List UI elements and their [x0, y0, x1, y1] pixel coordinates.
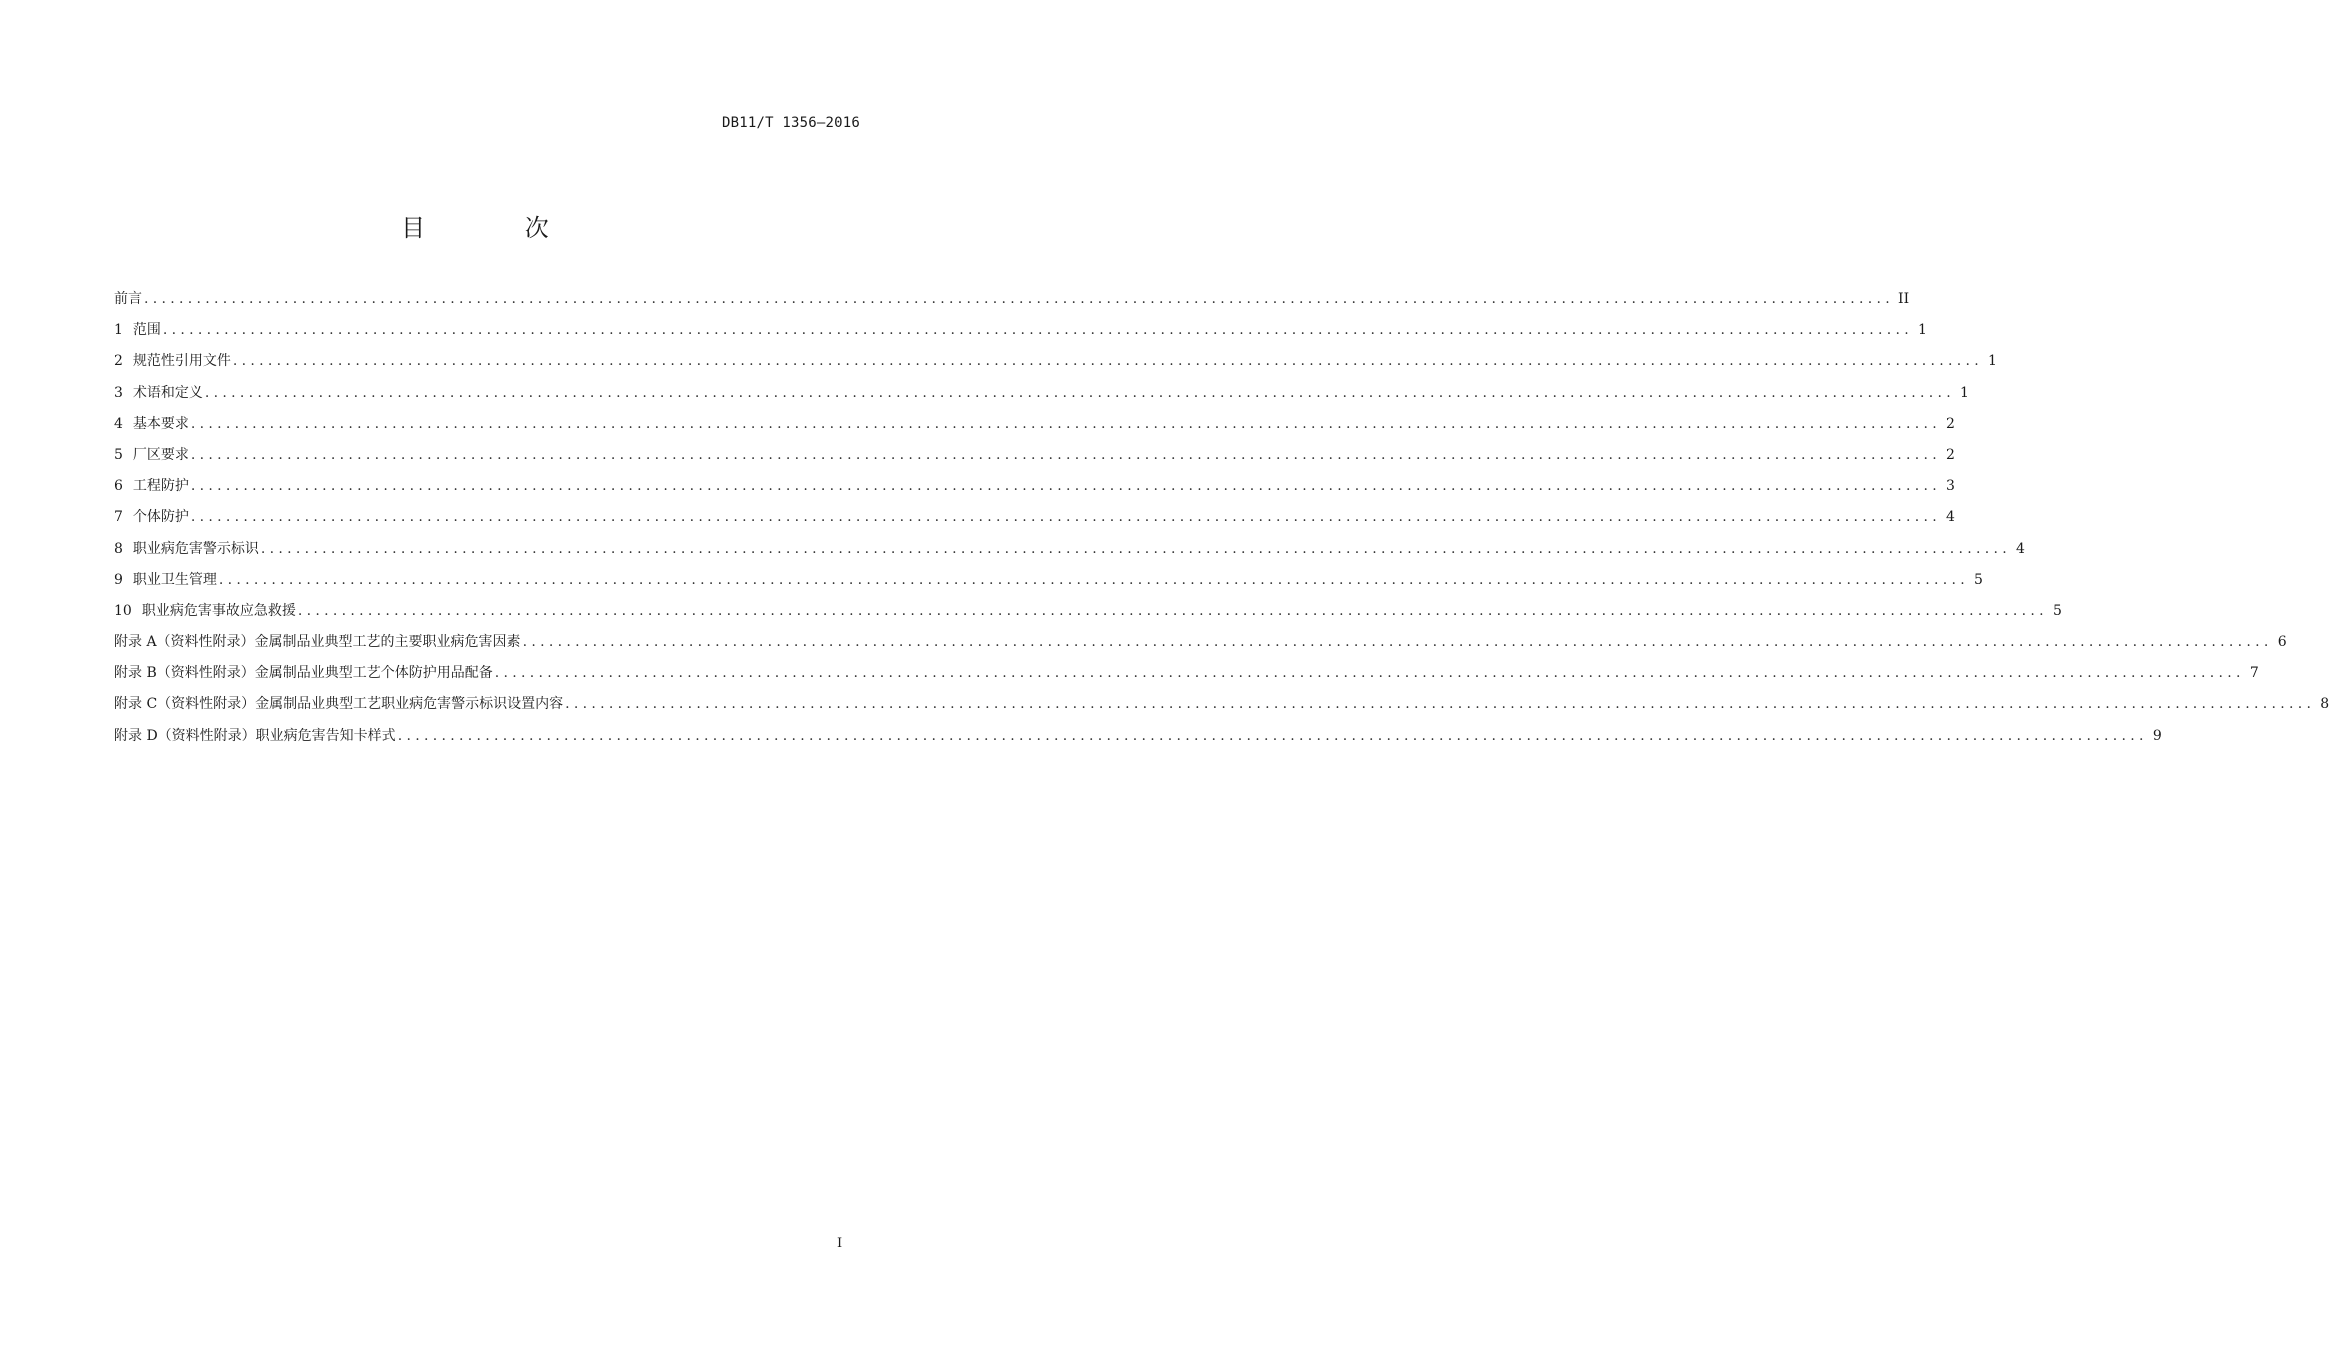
- toc-dot-leader: ........................................................................................................................................................................................................: [232, 353, 1983, 370]
- toc-entry-label: 范围: [132, 322, 161, 339]
- toc-entry-label: 附录 B（资料性附录）金属制品业典型工艺个体防护用品配备: [114, 665, 493, 682]
- toc-entry-page: 7: [2249, 665, 2259, 682]
- toc-entry-label: 规范性引用文件: [132, 353, 231, 370]
- toc-dot-leader: ........................................................................................................................................................................................................: [162, 322, 1913, 339]
- toc-entry-page: 1: [1918, 322, 1927, 339]
- toc-entry-number: 1: [114, 322, 123, 339]
- toc-dot-leader: ........................................................................................................................................................................................................: [190, 509, 1941, 526]
- toc-entry-7[interactable]: [114, 502, 1955, 533]
- toc-entry-page: 9: [2152, 727, 2162, 744]
- toc-entry-number: 2: [114, 353, 123, 370]
- toc-dot-leader: ........................................................................................................................................................................................................: [260, 540, 2011, 557]
- toc-entry-number: 3: [114, 384, 123, 401]
- toc-entry-number: 10: [114, 602, 132, 619]
- toc-entry-9[interactable]: [114, 565, 1983, 596]
- toc-dot-leader: ........................................................................................................................................................................................................: [190, 446, 1941, 463]
- toc-entry-page: 2: [1946, 415, 1955, 432]
- page-number: I: [837, 1236, 843, 1251]
- toc-entry-appendix-c[interactable]: [114, 689, 2329, 720]
- toc-entry-label: 厂区要求: [132, 446, 189, 463]
- toc-entry-page: 1: [1988, 353, 1997, 370]
- toc-entry-6[interactable]: [114, 471, 1955, 502]
- toc-dot-leader: ........................................................................................................................................................................................................: [190, 478, 1941, 495]
- toc-entry-page: 4: [2016, 540, 2025, 557]
- toc-entry-number: 8: [114, 540, 123, 557]
- toc-entry-page: 3: [1946, 478, 1955, 495]
- toc-entry-label: 职业病危害事故应急救援: [141, 602, 296, 619]
- toc-entry-label: 前言: [114, 291, 142, 307]
- toc-entry-5[interactable]: [114, 440, 1955, 471]
- toc-entry-appendix-d[interactable]: [114, 721, 2162, 752]
- toc-entry-page: 1: [1960, 384, 1969, 401]
- toc-dot-leader: ........................................................................................................................................................................................................: [144, 291, 1895, 307]
- toc-entry-number: 5: [114, 446, 123, 463]
- toc-entry-page: 5: [2052, 602, 2062, 619]
- toc-dot-leader: ........................................................................................................................................................................................................: [190, 415, 1941, 432]
- toc-entry-label: 基本要求: [132, 415, 189, 432]
- toc-dot-leader: ........................................................................................................................................................................................................: [494, 665, 2245, 682]
- toc-entry-appendix-b[interactable]: [114, 658, 2259, 689]
- toc-entry-8[interactable]: [114, 534, 2025, 565]
- table-of-contents: [114, 284, 2329, 752]
- toc-entry-number: 6: [114, 478, 123, 495]
- toc-entry-label: 个体防护: [132, 509, 189, 526]
- toc-entry-label: 附录 D（资料性附录）职业病危害告知卡样式: [114, 727, 396, 744]
- toc-entry-4[interactable]: [114, 409, 1955, 440]
- toc-dot-leader: ........................................................................................................................................................................................................: [522, 634, 2273, 651]
- toc-entry-page: 2: [1946, 446, 1955, 463]
- toc-dot-leader: ........................................................................................................................................................................................................: [565, 696, 2316, 713]
- toc-dot-leader: ........................................................................................................................................................................................................: [218, 571, 1969, 588]
- toc-dot-leader: ........................................................................................................................................................................................................: [397, 727, 2148, 744]
- toc-entry-number: 4: [114, 415, 123, 432]
- toc-dot-leader: ........................................................................................................................................................................................................: [204, 384, 1955, 401]
- toc-title: 目 次: [401, 214, 595, 242]
- toc-entry-1[interactable]: [114, 315, 1927, 346]
- toc-entry-page: 8: [2320, 696, 2329, 713]
- toc-entry-page: 4: [1946, 509, 1955, 526]
- toc-entry-label: 附录 A（资料性附录）金属制品业典型工艺的主要职业病危害因素: [114, 634, 521, 651]
- toc-entry-10[interactable]: [114, 596, 2062, 627]
- toc-entry-foreword[interactable]: [114, 284, 1910, 315]
- toc-entry-label: 职业卫生管理: [132, 571, 217, 588]
- toc-dot-leader: ........................................................................................................................................................................................................: [297, 602, 2048, 619]
- toc-entry-page: II: [1898, 291, 1910, 307]
- toc-entry-label: 工程防护: [132, 478, 189, 495]
- toc-entry-page: 6: [2277, 634, 2287, 651]
- toc-entry-label: 职业病危害警示标识: [132, 540, 259, 557]
- toc-entry-3[interactable]: [114, 378, 1969, 409]
- toc-entry-2[interactable]: [114, 346, 1997, 377]
- toc-entry-page: 5: [1974, 571, 1983, 588]
- toc-entry-number: 7: [114, 509, 123, 526]
- toc-entry-label: 术语和定义: [132, 384, 203, 401]
- document-code: DB11/T 1356—2016: [721, 115, 860, 131]
- toc-entry-appendix-a[interactable]: [114, 627, 2287, 658]
- toc-entry-label: 附录 C（资料性附录）金属制品业典型工艺职业病危害警示标识设置内容: [114, 696, 564, 713]
- toc-entry-number: 9: [114, 571, 123, 588]
